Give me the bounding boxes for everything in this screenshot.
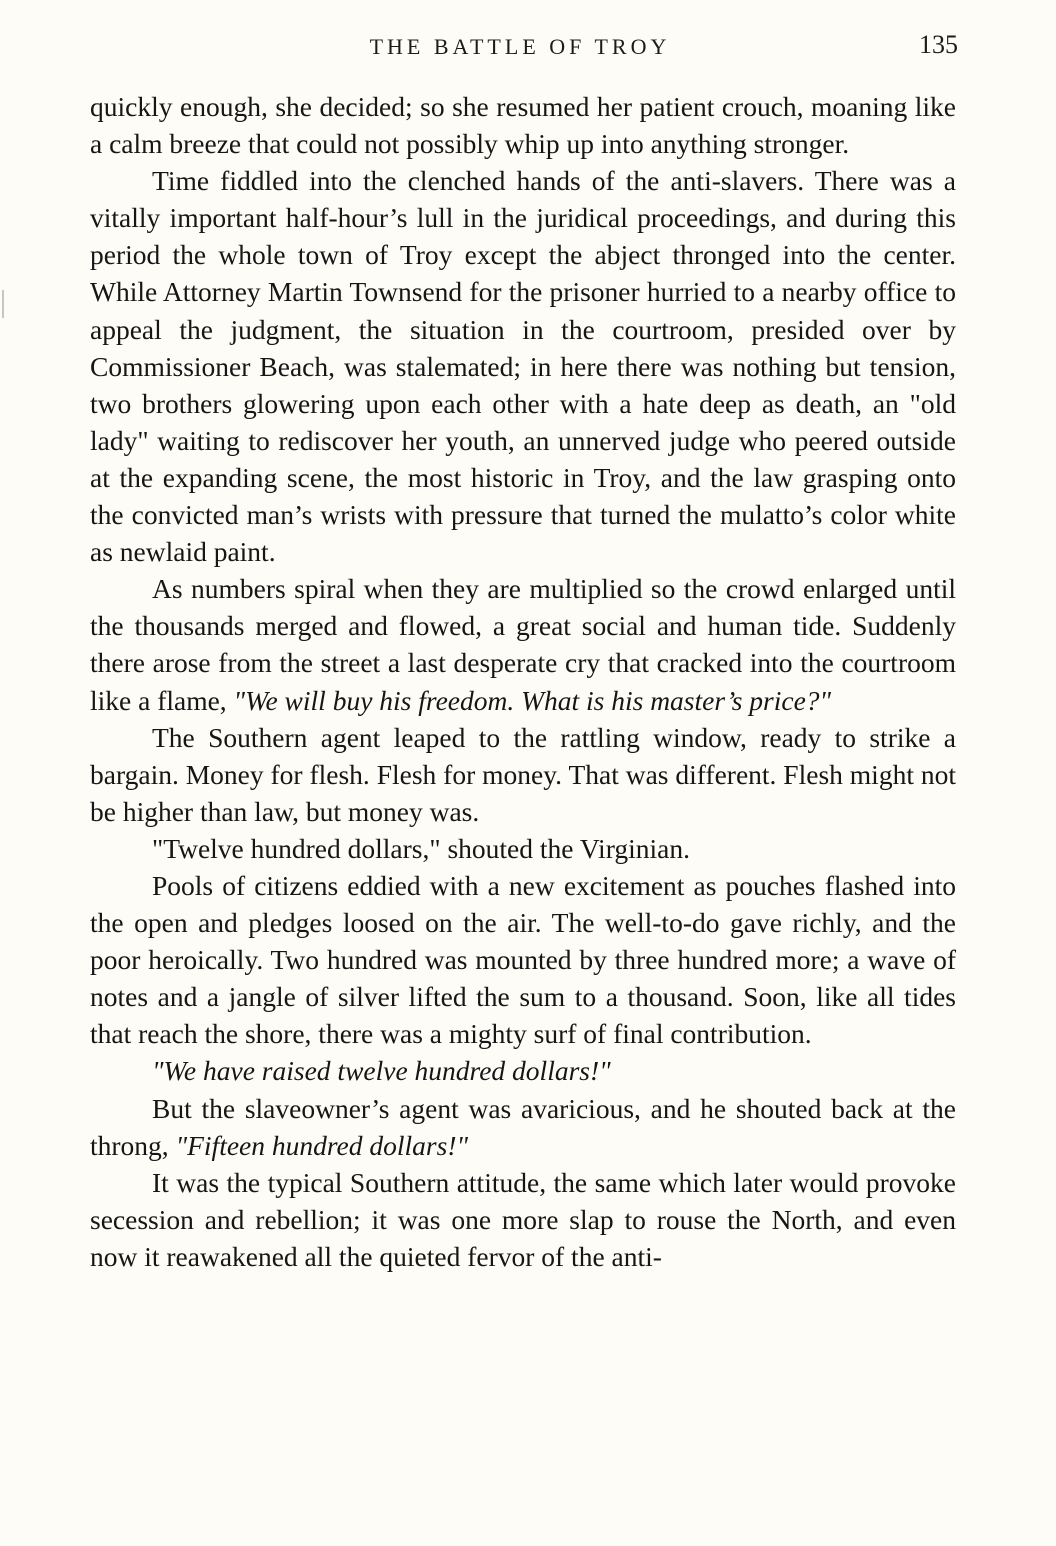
body-text [90, 88, 956, 1275]
paragraph [90, 570, 956, 718]
running-head [90, 30, 966, 70]
italic-quote: "Fifteen hundred dollars!" [175, 1129, 469, 1161]
paragraph [90, 719, 956, 830]
page-edge-mark [2, 290, 4, 318]
paragraph [90, 1052, 956, 1089]
paragraph [90, 830, 956, 867]
text-run: Time fiddled into the clenched hands of the anti-slavers. There was a vitally important half-hour’s lull in the juridical proceedings, and during this period the whole town of Troy except the abject thronged into the center. While Attorney Martin Townsend for the prisoner hurried to a nearby office to appeal the judgment, the situation in the courtroom, presided over by Commissioner Beach, was stalemated; in here there was nothing but tension, two brothers glowering upon each other with a hate deep as death, an "old lady" waiting to rediscover her youth, an unnerved judge who peered outside at the expanding scene, the most historic in Troy, and the law grasping onto the convicted man’s wrists with pressure that turned the mulatto’s color white as newlaid paint. [90, 165, 956, 568]
running-title: THE BATTLE OF TROY [369, 34, 671, 59]
italic-quote: "We have raised twelve hundred dollars!" [152, 1055, 611, 1087]
paragraph [90, 88, 956, 162]
paragraph [90, 1090, 956, 1164]
text-run: "Twelve hundred dollars," shouted the Virginian. [152, 832, 690, 864]
paragraph [90, 1164, 956, 1275]
text-run: As numbers spiral when they are multiplied so the crowd enlarged until the thousands merged and flowed, a great social and human tide. Suddenly there arose from the street a last desperate cry that cracked into the courtroom like a flame, [90, 573, 956, 716]
text-run: But the slaveowner’s agent was avaricious, and he shouted back at the throng, [90, 1092, 956, 1161]
text-run: The Southern agent leaped to the rattling window, ready to strike a bargain. Money for flesh. Flesh for money. That was different. Flesh might not be higher than law, but money was. [90, 721, 956, 827]
paragraph [90, 867, 956, 1052]
paragraph [90, 162, 956, 570]
italic-quote: "We will buy his freedom. What is his master’s price?" [233, 684, 832, 716]
text-run: Pools of citizens eddied with a new excitement as pouches flashed into the open and pledges loosed on the air. The well-to-do gave richly, and the poor heroically. Two hundred was mounted by three hundred more; a wave of notes and a jangle of silver lifted the sum to a thousand. Soon, like all tides that reach the shore, there was a mighty surf of final contribution. [90, 869, 956, 1050]
text-run: It was the typical Southern attitude, the same which later would provoke secession and rebellion; it was one more slap to rouse the North, and even now it reawakened all the quieted fervor of the anti- [90, 1166, 956, 1272]
page-number: 135 [919, 30, 958, 59]
text-run: quickly enough, she decided; so she resumed her patient crouch, moaning like a calm breeze that could not possibly whip up into anything stronger. [90, 91, 956, 160]
